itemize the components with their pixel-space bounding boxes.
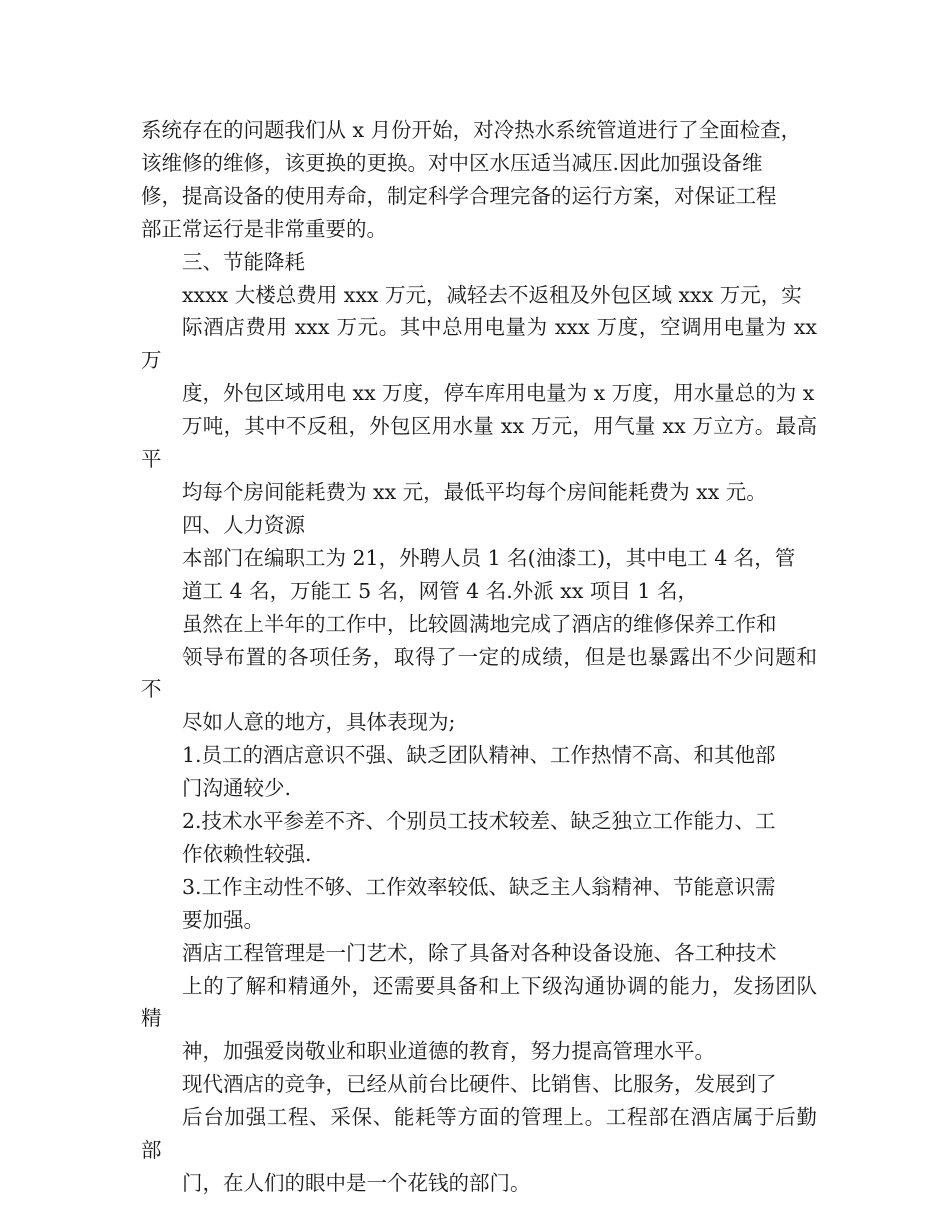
text-line: 2.技术水平参差不齐、个别员工技术较差、缺乏独立工作能力、工 (182, 809, 776, 834)
text-line: 酒店工程管理是一门艺术，除了具备对各种设备设施、各工种技术 (182, 940, 777, 965)
text-line: 际酒店费用 xxx 万元。其中总用电量为 xxx 万度，空调用电量为 xx 万 (141, 315, 817, 373)
section-heading-energy (141, 246, 817, 279)
text-line: 本部门在编职工为 21，外聘人员 1 名(油漆工)，其中电工 4 名，管 (182, 545, 796, 570)
text-line: xxxx 大楼总费用 xxx 万元，减轻去不返租及外包区域 xxx 万元，实 (182, 282, 802, 307)
text-line: 修，提高设备的使用寿命，制定科学合理完备的运行方案，对保证工程 (141, 183, 777, 208)
text-line: 后台加强工程、采保、能耗等方面的管理上。工程部在酒店属于后勤部 (141, 1105, 817, 1163)
text-line: 3.工作主动性不够、工作效率较低、缺乏主人翁精神、节能意识需 (182, 874, 776, 899)
paragraph-1 (141, 114, 817, 246)
text-line: 领导布置的各项任务，取得了一定的成绩，但是也暴露出不少问题和不 (141, 644, 817, 702)
text-line: 门，在人们的眼中是一个花钱的部门。 (182, 1171, 531, 1195)
text-line: 度，外包区域用电 xx 万度，停车库用电量为 x 万度，用水量总的为 x (182, 381, 815, 406)
list-item-3 (141, 871, 817, 937)
text-line: 部正常运行是非常重要的。 (141, 216, 387, 241)
text-line: 要加强。 (182, 907, 264, 932)
text-line: 现代酒店的竞争，已经从前台比硬件、比销售、比服务，发展到了 (182, 1072, 777, 1097)
text-line: 万吨，其中不反租，外包区用水量 xx 万元，用气量 xx 万立方。最高平 (141, 414, 817, 472)
text-line: 尽如人意的地方，具体表现为; (182, 710, 456, 735)
paragraph-competition (141, 1068, 817, 1200)
text-line: 门沟通较少. (182, 776, 292, 801)
heading-text: 四、人力资源 (182, 512, 305, 537)
paragraph-hr (141, 542, 817, 608)
text-line: 均每个房间能耗费为 xx 元，最低平均每个房间能耗费为 xx 元。 (182, 479, 767, 504)
text-line: 虽然在上半年的工作中，比较圆满地完成了酒店的维修保养工作和 (182, 611, 777, 636)
text-line: 1.员工的酒店意识不强、缺乏团队精神、工作热情不高、和其他部 (182, 743, 776, 768)
heading-text: 三、节能降耗 (182, 249, 305, 274)
paragraph-management (141, 937, 817, 1069)
list-item-1 (141, 739, 817, 805)
section-heading-hr (141, 509, 817, 542)
text-line: 道工 4 名，万能工 5 名，网管 4 名.外派 xx 项目 1 名， (182, 578, 698, 603)
text-line: 上的了解和精通外，还需要具备和上下级沟通协调的能力，发扬团队精 (141, 973, 817, 1031)
paragraph-problems-intro (141, 608, 817, 740)
text-line: 系统存在的问题我们从 x 月份开始，对冷热水系统管道进行了全面检查， (141, 118, 802, 142)
document-body (141, 114, 817, 1200)
text-line: 作依赖性较强. (182, 841, 312, 866)
text-line: 神，加强爱岗敬业和职业道德的教育，努力提高管理水平。 (182, 1039, 715, 1064)
list-item-2 (141, 805, 817, 871)
text-line: 该维修的维修，该更换的更换。对中区水压适当减压.因此加强设备维 (141, 150, 763, 175)
paragraph-energy (141, 279, 817, 509)
